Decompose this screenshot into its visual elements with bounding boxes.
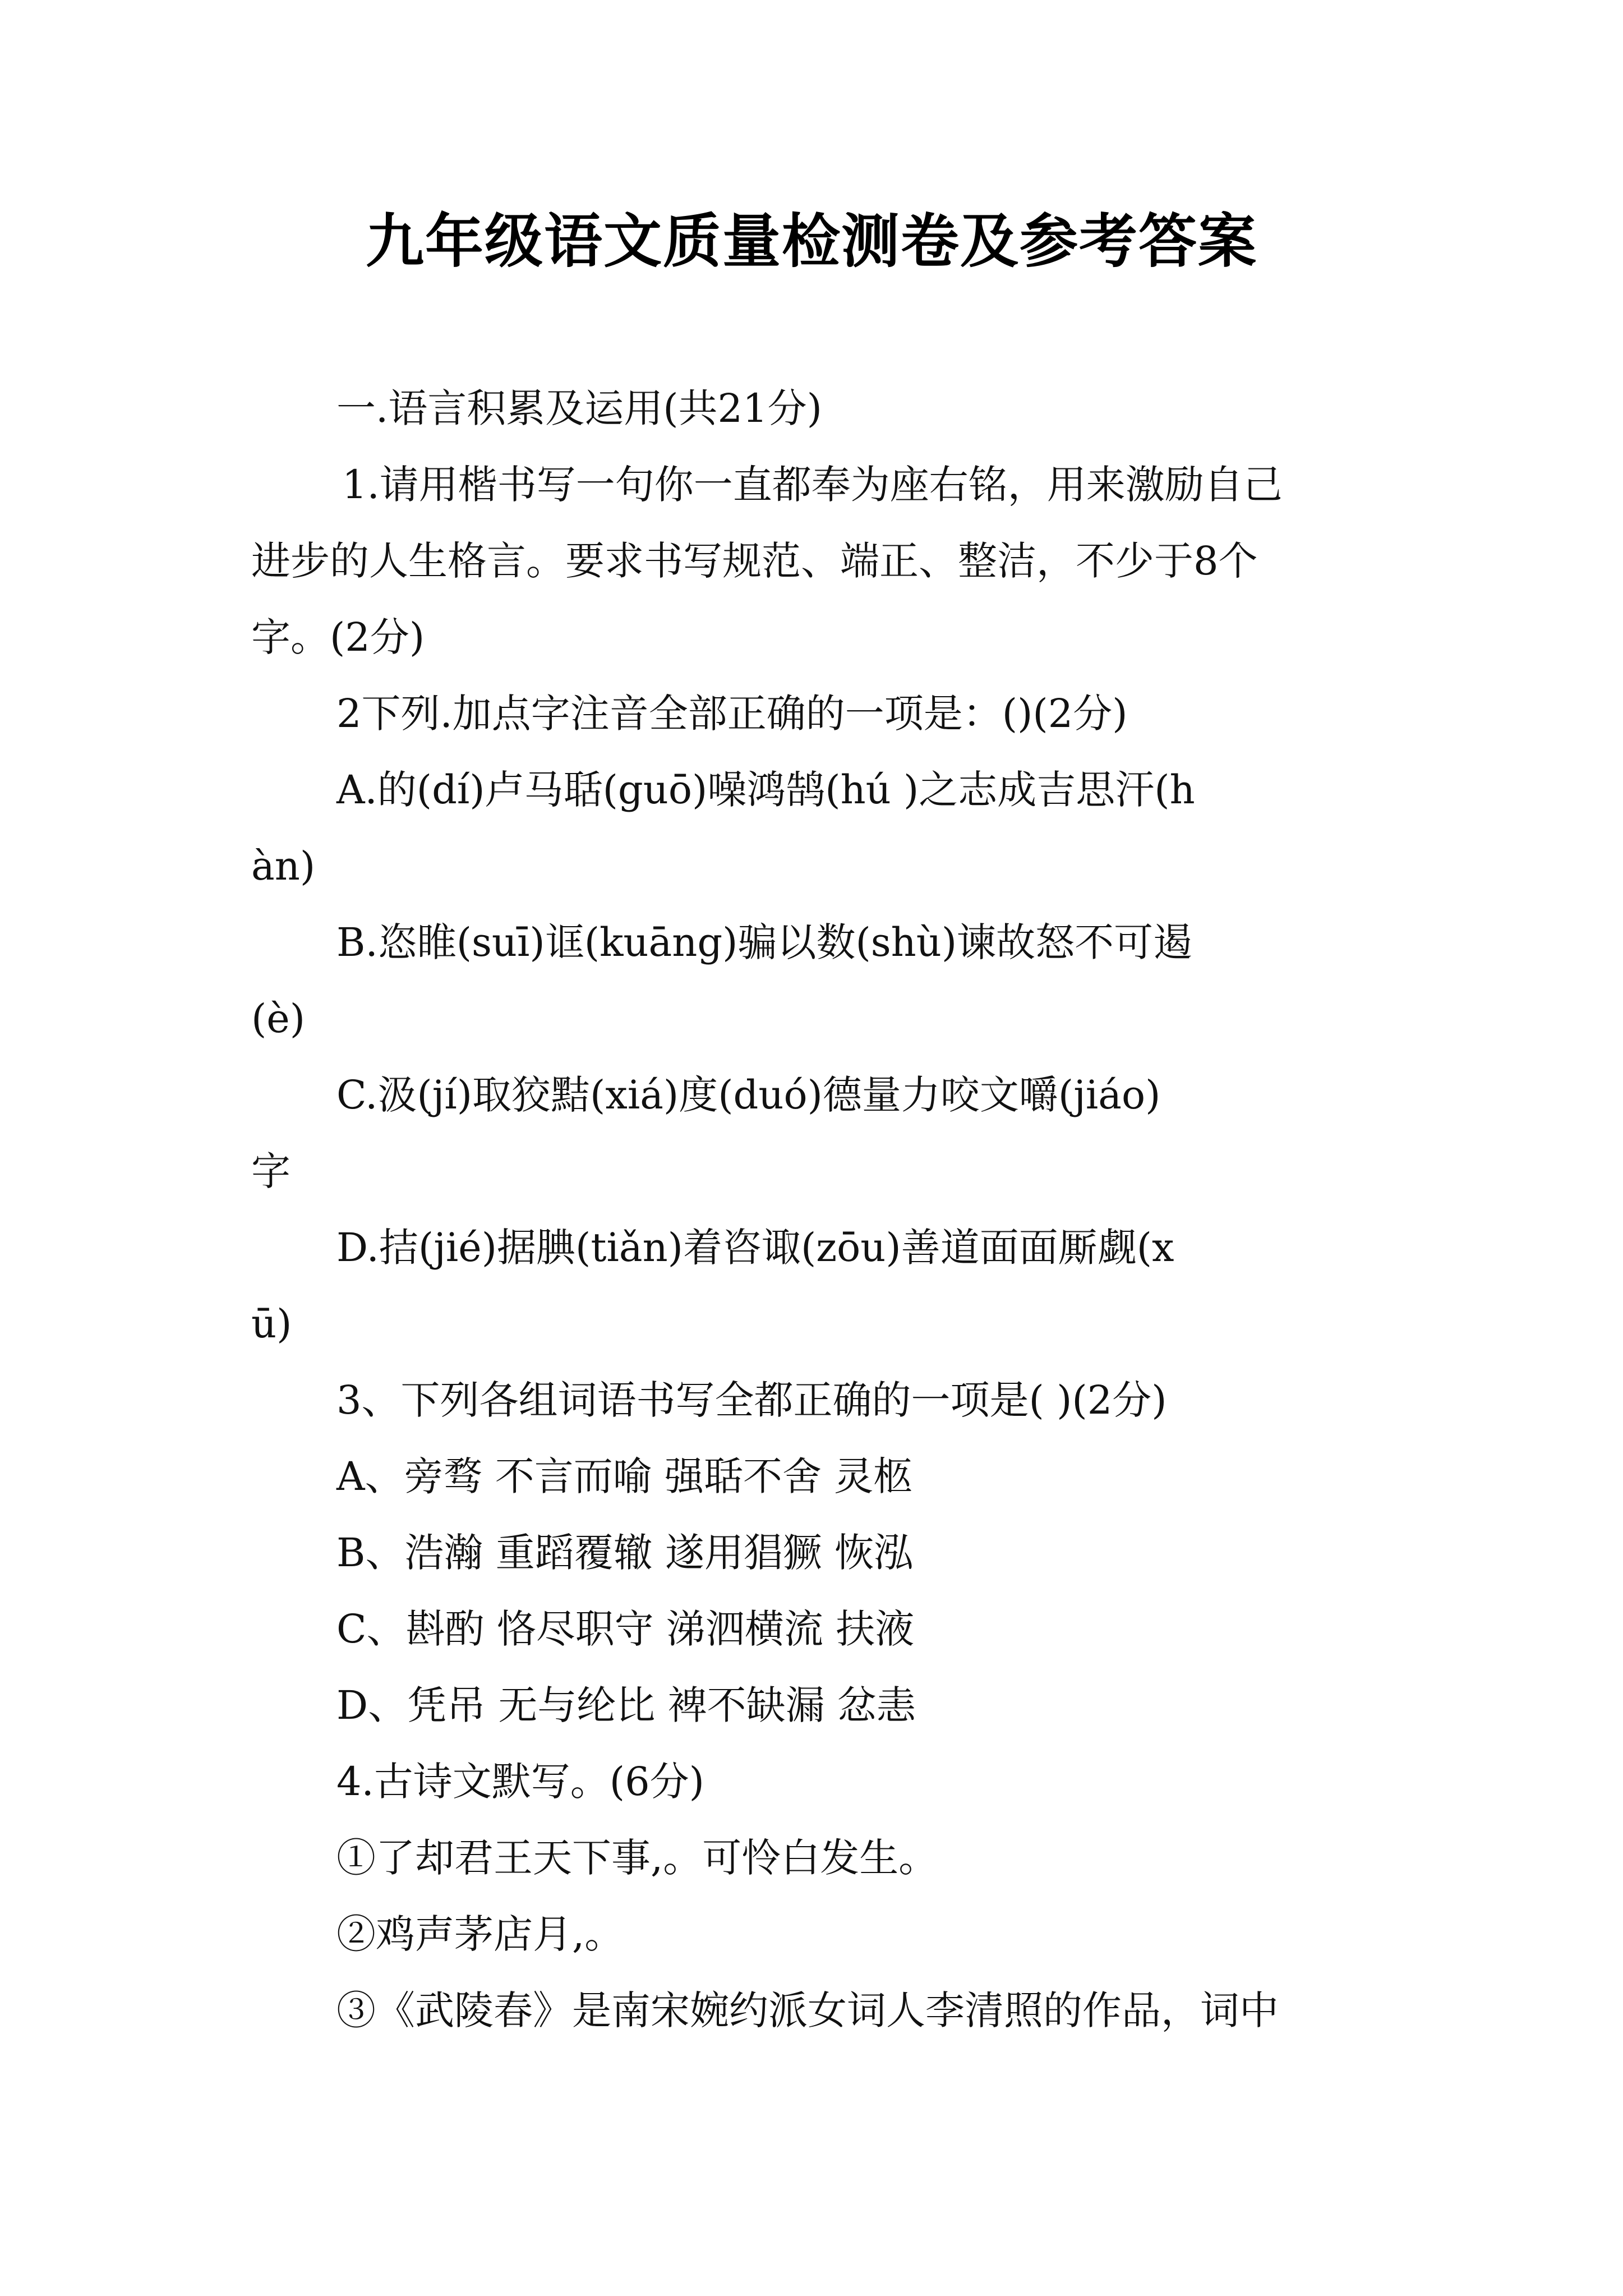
option-c: C.汲(jí)取狡黠(xiá)度(duó)德量力咬文嚼(jiáo) — [336, 1072, 1161, 1118]
document-body — [251, 370, 1378, 2049]
option-d-cont: ū) — [251, 1301, 292, 1347]
option-c-cont: 字 — [251, 1148, 291, 1194]
poem-item-2: ②鸡声茅店月,。 — [336, 1911, 624, 1957]
question-1-cont: 进步的人生格言。要求书写规范、端正、整洁，不少于8个 — [251, 538, 1258, 584]
option-b-cont: (è) — [251, 996, 306, 1042]
question-1-cont: 字。(2分) — [251, 614, 425, 660]
option-a: A、旁骛 不言而喻 强聒不舍 灵柩 — [336, 1453, 913, 1499]
poem-item-1: ①了却君王天下事,。可怜白发生。 — [336, 1835, 938, 1881]
option-d: D.拮(jié)据腆(tiǎn)着咨诹(zōu)善道面面厮觑(x — [336, 1225, 1174, 1271]
option-b: B、浩瀚 重蹈覆辙 遂用猖獗 恢泓 — [336, 1530, 914, 1576]
option-b: B.恣睢(suī)诓(kuāng)骗以数(shù)谏故怒不可遏 — [336, 919, 1193, 965]
option-c: C、斟酌 恪尽职守 涕泗横流 扶液 — [336, 1606, 915, 1652]
question-4: 4.古诗文默写。(6分) — [336, 1759, 704, 1805]
question-3: 3、下列各组词语书写全都正确的一项是( )(2分) — [336, 1377, 1167, 1423]
poem-item-3: ③《武陵春》是南宋婉约派女词人李清照的作品，词中 — [336, 1987, 1279, 2033]
section-heading: 一.语言积累及运用(共21分) — [336, 385, 822, 431]
option-a: A.的(dí)卢马聒(guō)噪鸿鹄(hú )之志成吉思汗(h — [336, 767, 1195, 813]
question-2: 2下列.加点字注音全部正确的一项是：()(2分) — [336, 691, 1128, 737]
option-d: D、凭吊 无与纶比 裨不缺漏 忿恚 — [336, 1682, 916, 1728]
question-1: 1.请用楷书写一句你一直都奉为座右铭，用来激励自己 — [342, 462, 1283, 508]
option-a-cont: àn) — [251, 843, 316, 889]
document-title: 九年级语文质量检测卷及参考答案 — [365, 207, 1257, 275]
